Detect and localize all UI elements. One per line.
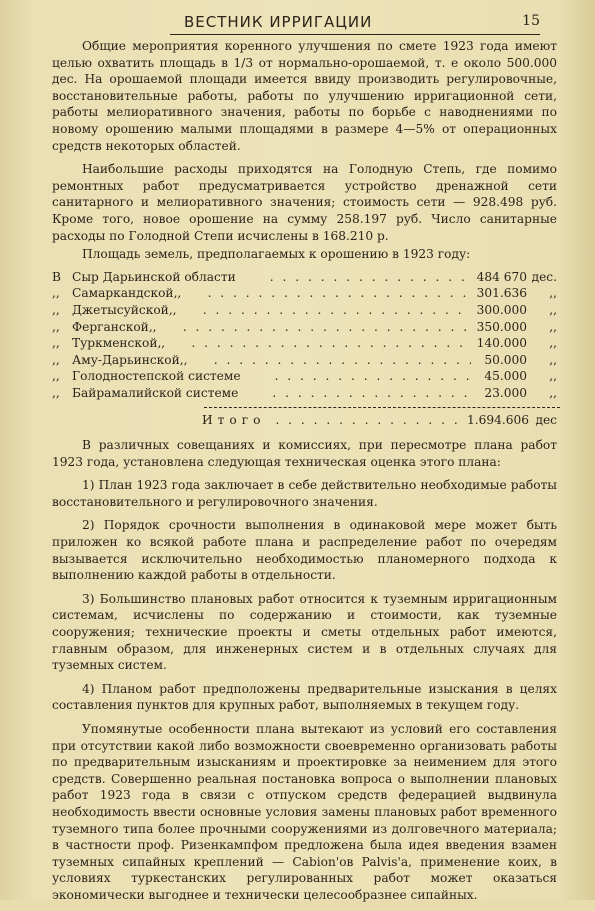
- area-unit: ,,: [549, 352, 557, 367]
- area-value: 301.636: [476, 286, 527, 301]
- ditto-mark: ,,: [168, 302, 177, 317]
- row-lead: В: [52, 269, 61, 284]
- table-row: [52, 385, 557, 402]
- evaluation-list: [52, 477, 557, 714]
- row-lead: ,,: [52, 352, 60, 367]
- row-lead: ,,: [52, 302, 60, 317]
- region-name: Байрамалийской системе: [72, 385, 239, 400]
- area-unit: ,,: [549, 319, 557, 334]
- list-item: 4) Планом работ предположены предварительные изыскания в целях составления пунктов для крупных работ, выполняемых в текущем году.: [52, 681, 557, 713]
- table-row: [52, 269, 557, 286]
- area-value: 350.000: [476, 319, 527, 334]
- region-name: Аму-Дарьинской: [72, 352, 180, 367]
- area-value: 50.000: [484, 352, 527, 367]
- dot-leader: [270, 269, 471, 286]
- header-rule: [170, 34, 540, 35]
- table-intro: Площадь земель, предполагаемых к орошению в 1923 году:: [82, 247, 471, 262]
- region-name: Джетысуйской: [72, 302, 169, 317]
- row-lead: ,,: [52, 319, 60, 334]
- area-value: 484 670: [476, 269, 527, 284]
- region-name: Туркменской: [72, 336, 158, 351]
- area-table: [52, 269, 557, 402]
- row-lead: ,,: [52, 369, 60, 384]
- total-row: [52, 412, 557, 429]
- page-number: 15: [522, 13, 540, 29]
- table-row: [52, 335, 557, 352]
- area-value: 23.000: [484, 385, 527, 400]
- area-value: 300.000: [476, 302, 527, 317]
- dot-leader: [275, 368, 471, 385]
- row-lead: ,,: [52, 336, 60, 351]
- region-name: Самаркандской: [72, 286, 174, 301]
- paragraph-4: Упомянутые особенности плана вытекают из условий его составления при отсутствии какой либо возможности своевременно организовать работы по предварительным изысканиям и проектировке за неимением для этого средств. Совершенно реальная постановка вопроса о выполнении плановых работ 1923 года в связи с отпуском средств федерацией выдвинула необходимость ввести основные условия замены плановых работ временного туземного типа более прочными сооружениями из долговечного материала; в частности проф. Ризенкампфом предложена была идея введения взамен туземных сипайных креплений — Cabion'ов Palvis'a, применение коих, в условиях туркестанских регулированных работ может оказаться экономически выгоднее и технически целесообразнее сипайных.: [52, 721, 557, 902]
- total-unit: дес: [535, 413, 557, 428]
- total-label: Итого: [202, 413, 266, 428]
- list-item: 2) Порядок срочности выполнения в одинаковой мере может быть приложен ко всякой работе плана и распределение работ по очередям вызывается исключительно необходимостью планомерного подхода к выполнению каждой работы в отдельности.: [52, 518, 557, 583]
- ditto-mark: ,,: [157, 336, 166, 351]
- area-value: 45.000: [484, 369, 527, 384]
- area-unit: ,,: [549, 286, 557, 301]
- table-row: [52, 302, 557, 319]
- list-item: 3) Большинство плановых работ относится к туземным ирригационным системам, исчислены по содержанию и стоимости, как туземные сооружения; технические проекты и сметы отдельных работ имеются, главным образом, для инженерных систем и в отдельных случаях для туземных систем.: [52, 591, 557, 673]
- total-rule: [204, 407, 560, 408]
- region-name: Голодностепской системе: [72, 369, 241, 384]
- area-unit: ,,: [549, 369, 557, 384]
- total-value: 1.694.606: [467, 413, 530, 428]
- total-leader: [275, 412, 465, 429]
- dot-leader: [203, 302, 471, 319]
- paragraph-1: Общие мероприятия коренного улучшения по смете 1923 года имеют целью охватить площадь в 1/3 от нормально-орошаемой, т. е около 500.000 дес. На орошаемой площади имеется ввиду производить регулировочные, восстановительные работы, работы по улучшению ирригационной сети, работы мелиоративного значения, работы по борьбе с наводнениями по новому орошению малыми площадями в размере 4—5% от операционных средств некоторых областей.: [52, 39, 557, 153]
- row-lead: ,,: [52, 286, 60, 301]
- area-value: 140.000: [476, 336, 527, 351]
- running-header: [170, 10, 540, 32]
- dot-leader: [214, 352, 471, 369]
- area-unit: ,,: [549, 385, 557, 400]
- paragraph-3: В различных совещаниях и комиссиях, при пересмотре плана работ 1923 года, установлена следующая техническая оценка этого плана:: [52, 438, 557, 469]
- area-unit: дес.: [531, 269, 557, 284]
- table-row: [52, 285, 557, 302]
- area-unit: ,,: [549, 336, 557, 351]
- journal-title: ВЕСТНИК ИРРИГАЦИИ: [184, 13, 373, 31]
- ditto-mark: ,,: [179, 352, 188, 367]
- article-body: [52, 38, 557, 911]
- dot-leader: [208, 285, 471, 302]
- table-row: [52, 368, 557, 385]
- dot-leader: [191, 335, 471, 352]
- area-unit: ,,: [549, 302, 557, 317]
- table-row: [52, 319, 557, 336]
- list-item: 1) План 1923 года заключает в себе действительно необходимые работы восстановительного и регулировочного значения.: [52, 478, 557, 509]
- region-name: Ферганской: [72, 319, 149, 334]
- dot-leader: [272, 385, 471, 402]
- dot-leader: [183, 319, 471, 336]
- ditto-mark: ,,: [173, 286, 182, 301]
- row-lead: ,,: [52, 385, 60, 400]
- region-name: Сыр Дарьинской области: [72, 269, 236, 284]
- ditto-mark: ,,: [148, 319, 157, 334]
- table-row: [52, 352, 557, 369]
- paragraph-2: Наибольшие расходы приходятся на Голодную Степь, где помимо ремонтных работ предусматривается устройство дренажной сети санитарного и мелиоративного значения; стоимость сети — 928.498 руб. Кроме того, новое орошение на сумму 258.197 руб. Число санитарные расходы по Голодной Степи исчислены в 168.210 р.: [52, 162, 557, 243]
